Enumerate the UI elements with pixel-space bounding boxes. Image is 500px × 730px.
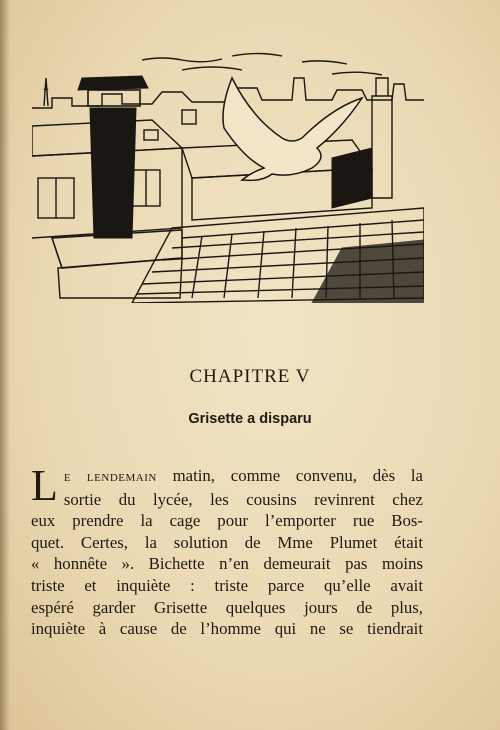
chapter-subtitle: Grisette a disparu: [188, 411, 312, 427]
text-line-2: sortie du lycée, les cousins revinrent chez: [63, 489, 423, 509]
body-paragraph: [31, 461, 423, 640]
text-line-8: inquiète à cause de l’homme qui ne se tiendrait: [31, 619, 423, 639]
text-line-3: eux prendre la cage pour l’emporter rue Bos-: [31, 511, 423, 531]
page-binding-shadow: [0, 0, 10, 730]
drop-cap: L: [31, 461, 58, 510]
text-line-1: [31, 465, 423, 489]
text-line-6: triste et inquiète : triste parce qu’elle avait: [31, 575, 423, 595]
text-line-7: espéré garder Grisette quelques jours de plus,: [31, 597, 423, 617]
text-line-5: « honnête ». Bichette n’en demeurait pas moins: [31, 554, 423, 574]
text-line-4: quet. Certes, la solution de Mme Plumet était: [31, 532, 423, 552]
text-line-1-rest: matin, comme convenu, dès la: [172, 466, 423, 485]
opening-small-caps: e lendemain: [63, 469, 157, 485]
rooftops-bird-illustration: [32, 48, 424, 303]
chapter-heading: CHAPITRE V: [189, 366, 311, 387]
